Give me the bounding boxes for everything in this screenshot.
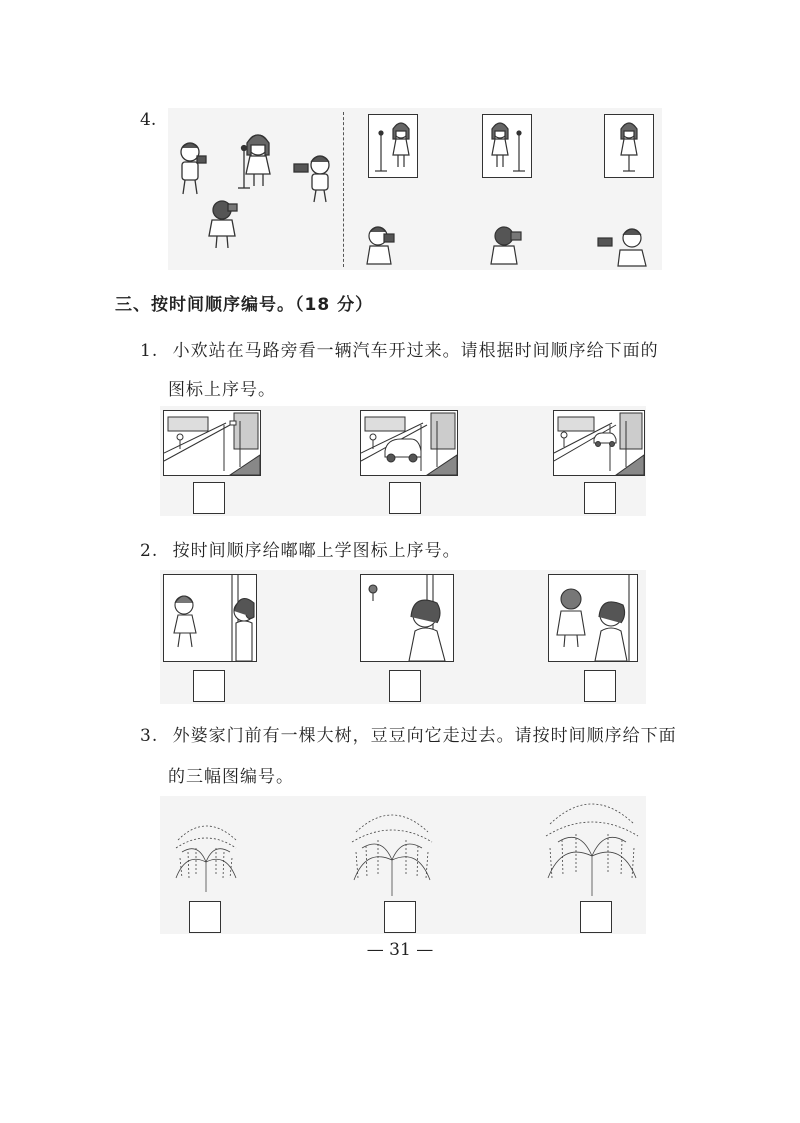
question-1-text-line1: 小欢站在马路旁看一辆汽车开过来。请根据时间顺序给下面的 xyxy=(172,341,659,361)
dashed-divider xyxy=(343,112,344,267)
q2-school-scene-3 xyxy=(548,574,638,662)
q1-street-scene-1 xyxy=(163,410,261,476)
q2-answer-box-2[interactable] xyxy=(389,670,421,702)
q2-answer-box-3[interactable] xyxy=(584,670,616,702)
q1-answer-box-2[interactable] xyxy=(389,482,421,514)
q3-tree-medium xyxy=(348,808,436,896)
question-1-number: 1. xyxy=(140,341,159,361)
question-2-number: 2. xyxy=(140,541,159,561)
question-4-number: 4. xyxy=(140,110,157,130)
q1-street-scene-2 xyxy=(360,410,458,476)
q3-answer-box-3[interactable] xyxy=(580,901,612,933)
q3-answer-box-1[interactable] xyxy=(189,901,221,933)
q4-photo-1 xyxy=(368,114,418,178)
q3-answer-box-2[interactable] xyxy=(384,901,416,933)
q4-photo-2 xyxy=(482,114,532,178)
q4-photographer-2 xyxy=(486,222,536,268)
question-3-text-line2: 的三幅图编号。 xyxy=(168,767,294,787)
q2-school-scene-1 xyxy=(163,574,257,662)
q1-answer-box-1[interactable] xyxy=(193,482,225,514)
q1-street-scene-3 xyxy=(553,410,645,476)
question-1 xyxy=(140,336,659,361)
question-3-text-line1: 外婆家门前有一棵大树，豆豆向它走过去。请按时间顺序给下面 xyxy=(172,726,677,746)
question-3-number: 3. xyxy=(140,726,159,746)
q3-tree-large xyxy=(542,798,642,896)
q2-answer-box-1[interactable] xyxy=(193,670,225,702)
question-3 xyxy=(140,721,677,746)
page-number: — 31 — xyxy=(366,940,434,960)
question-1-text-line2: 图标上序号。 xyxy=(168,380,276,400)
q4-photographer-3 xyxy=(596,222,658,268)
question-2-text-line1: 按时间顺序给嘟嘟上学图标上序号。 xyxy=(172,541,461,561)
q4-photographer-1 xyxy=(362,222,412,268)
section-3-title: 三、按时间顺序编号。（18 分） xyxy=(115,295,374,315)
photographers-scene-illustration xyxy=(170,110,340,268)
q3-tree-small xyxy=(172,818,242,892)
q4-photo-3 xyxy=(604,114,654,178)
q1-answer-box-3[interactable] xyxy=(584,482,616,514)
question-2 xyxy=(140,536,461,561)
q2-school-scene-2 xyxy=(360,574,454,662)
